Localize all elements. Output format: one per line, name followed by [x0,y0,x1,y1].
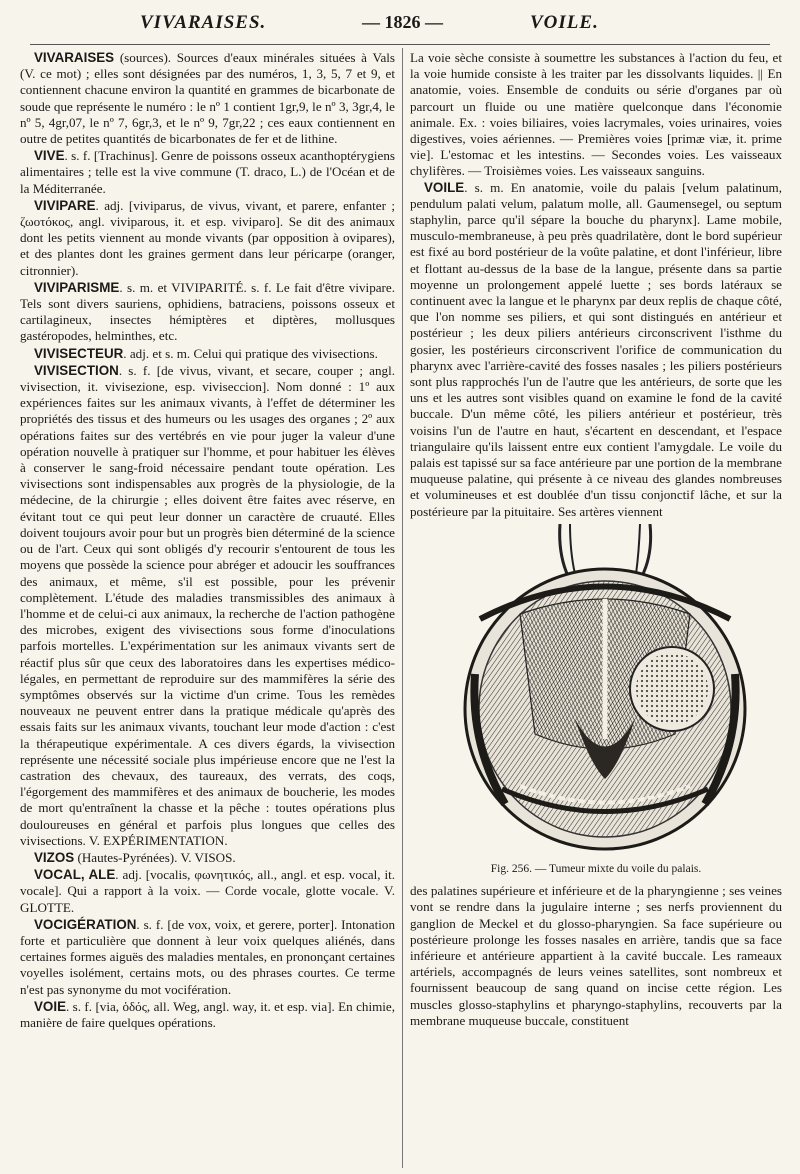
dictionary-entry [20,346,395,362]
dictionary-entry [20,148,395,197]
entry-headword: VOIE [34,998,66,1014]
entry-headword: VOILE [424,179,465,195]
column-divider [402,48,403,1168]
entry-text: . adj. [vocalis, φωνητικός, all., angl. et esp. vocal, it. vocale]. Qui a rapport à la voix. — Corde vocale, glotte vocale. V. GLOTTE. [20,867,396,915]
entry-headword: VIVISECTEUR [34,345,124,361]
continued-paragraph: La voie sèche consiste à soumettre les substances à l'action du feu, et la voie humide consiste à les traiter par les dissolvants liquides. || En anatomie, voies. Ensemble de conduits ou série d'organes par où parcourt un fluide ou une matière quelconque dans l'économie animale. Ex. : voies biliaires, voies lacrymales, voies urinaires, voies digestives, voies aériennes. — Premières voies [primæ viæ, it. prime vie]. L'estomac et les intestins. — Secondes voies. Les vaisseaux chylifères. — Troisièmes voies. Les vaisseaux sanguins. [410,50,782,179]
anatomical-illustration [410,524,782,859]
page-number: — 1826 — [362,12,443,32]
dictionary-entry [410,180,782,520]
entry-text: . s. m. En anatomie, voile du palais [velum palatinum, pendulum palati velum, palatum molle, all. Gaumensegel, ou septum staphylin, parce qu'il sépare la bouche du pharynx]. Lame mobile, musculo-membraneuse, à peu près quadrilatère, dont le bord supérieur est fixé au bord postérieur de la voûte palatine, et dont l'inférieur, libre et flottant au-dessus de la base de la langue, présente dans sa partie moyenne un prolongement appelé luette ; ses bords latéraux se continuent avec la langue et le pharynx par deux replis de chaque côté, que l'on nomme ses piliers, et qui sont distingués en antérieur et postérieur ; les deux piliers antérieurs circonscrivent l'isthme du gosier, les postérieurs circonscrivent l'orifice de communication du pharynx avec l'arrière-cavité des fosses nasales ; les piliers postérieurs sont plus rapprochés l'un de l'autre que les antérieurs, de sorte que les uns et les autres sont visibles quand on examine le fond de la cavité buccale. D'un même côté, les piliers antérieur et postérieur, très voisins l'un de l'autre en haut, s'écartent en descendant, et l'espace triangulaire qu'ils laissent entre eux contient l'amygdale. Le voile du palais est tapissé sur sa face antérieure par une portion de la membrane muqueuse palatine, qui présente à ce niveau des glandes nombreuses et volumineuses et est doublée d'un tissu conjonctif lâche, et sur la postérieure par la pituitaire. Ses artères viennent [410,179,782,519]
figure-caption: Fig. 256. — Tumeur mixte du voile du palais. [490,862,702,875]
page-header [0,8,800,38]
dictionary-entry [20,280,395,345]
entry-headword: VIVE [34,148,65,164]
soft-palate-tumor-engraving [410,524,782,859]
dictionary-entry [20,867,395,916]
continued-paragraph: des palatines supérieure et inférieure et de la pharyngienne ; ses veines vont se rendre dans la jugulaire interne ; ses nerfs proviennent du ganglion de Meckel et du glosso-pharyngien. Sa face supérieure ou postérieure prolonge les fosses nasales en arrière, tandis que sa face inférieure et antérieure appartient à la cavité buccale. Les rameaux artériels, accompagnés de leurs veines satellites, sont nombreux et fournissent beaucoup de sang quand on incise cette région. Les muscles glosso-staphylins et pharyngo-staphylins, recouverts par la membrane muqueuse buccale, constituent [410,883,782,1028]
dictionary-entry [20,850,395,866]
dictionary-entry [20,363,395,849]
entry-text: . s. f. [de vox, voix, et gerere, porter]. Intonation forte et particulière que donnent à leur voix quelques aliénés, dans certaines formes aiguës des maladies mentales, en prononçant certaines voyelles isolément, certains mots, ou des phrases courtes. Ce terme n'est pas synonyme du mot vocifération. [20,916,395,997]
dictionary-entry [20,917,395,998]
entry-headword: VOCIGÉRATION [34,916,137,932]
left-column [20,50,395,1032]
entry-text: . s. f. [Trachinus]. Genre de poissons osseux acanthoptérygiens alimentaires ; telle est la vive commune (T. draco, L.) de l'Océan et de la Méditerranée. [20,148,395,196]
entry-headword: VOCAL, ALE [34,867,116,883]
dictionary-entry [20,999,395,1031]
dictionary-entry [20,198,395,279]
entry-headword: VIVIPARE [34,197,96,213]
entry-text: (sources). Sources d'eaux minérales situées à Vals (V. ce mot) ; elles sont désignées par des numéros, 1, 3, 5, 7 et 9, et contiennent chacune environ la quantité en grammes de bicarbonate de soude que représente le numéro : le nº 1 contient 1gr,9, le nº 3, 3gr,4, le nº 5, 4gr,07, le nº 7, 6gr,3, et le nº 9, 7gr,22 ; ces eaux contiennent en outre de petites quantités de bicarbonates de fer et de lithine. [20,50,395,147]
dictionary-entry [20,50,395,147]
entry-text: . adj. [viviparus, de vivus, vivant, et parere, enfanter ; ζωοτόκος, angl. viviparous, it. et esp. viviparo]. Se dit des animaux dont les petits viennent au monde vivants (par opposition à ovipares), et des plantes dont les graines germent dans leur péricarpe (oranger, citronnier). [20,197,395,278]
entry-headword: VIVISECTION [34,362,119,378]
entry-text: . s. f. [via, ὁδός, all. Weg, angl. way, it. et esp. via]. En chimie, manière de faire quelques opérations. [20,998,395,1030]
entry-headword: VIVARAISES [34,50,115,65]
entry-text: . s. f. [de vivus, vivant, et secare, couper ; angl. vivisection, it. vivisezione, esp. viviseccion]. Nom donné : 1º aux expériences faites sur les animaux vivants, à l'effet de déterminer les propriétés des tissus et des humeurs ou les usages des organes ; 2º aux opérations faites sur des vertébrés en vie pour juger la valeur d'une opération nouvelle à pratiquer sur l'homme, et pour habituer les élèves à conserver le sang-froid nécessaire pendant toute opération. Les vivisections sont indispensables aux progrès de la physiologie, de la médecine, de la chirurgie ; elles doivent être faites avec réserve, en évitant tout ce qui peut leur donner un caractère de cruauté. Elles doivent toujours avoir pour but un progrès bien déterminé de la science ou de l'art. Ceux qui sont obligés d'y recourir s'entourent de tous les moyens que possède la science pour abréger et adoucir les souffrances des animaux, et même, s'il est possible, pour les prévenir complètement. L'étude des maladies transmissibles des animaux à l'homme et de celui-ci aux animaux, la recherche de l'action pathogène des microbes, exigent des vivisections sous forme d'inoculations parfois mortelles. L'expérimentation sur les animaux vivants sert de réactif plus sûr que ceux des laboratoires dans les expertises médico-légales, en permettant de reproduire sur des mammifères la série des symptômes observés sur la victime d'un crime. Tous les remèdes nouveaux ne peuvent entrer dans la pratique médicale qu'après des essais faits sur les animaux vivants, touchant leur mode d'action : c'est la thérapeutique expérimentale. A ces divers égards, la vivisection représente une nécessité sociale plus impérieuse encore que ne l'est la castration des chevaux, des taureaux, des verrats, des coqs, l'égorgement des mammifères et des animaux de boucherie, les modes de mort qu'entraînent la chasse et la pêche : toutes opérations plus douloureuses en général et parfois plus longues que celles des vivisections. V. EXPÉRIMENTATION. [20,362,395,848]
header-rule [30,44,770,45]
running-head-left: VIVARAISES. [140,12,267,33]
entry-text: . adj. et s. m. Celui qui pratique des vivisections. [123,345,378,361]
entry-headword: VIVIPARISME [34,279,120,295]
entry-headword: VIZOS [34,849,75,865]
entry-text: . s. m. et VIVIPARITÉ. s. f. Le fait d'être vivipare. Tels sont divers sauriens, ophidiens, batraciens, poissons osseux et cartilagineux, insectes hémiptères et diptères, mollusques gastéropodes, helminthes, etc. [20,279,395,344]
running-head-right: VOILE. [530,12,599,33]
right-column [410,50,782,1029]
entry-text: (Hautes-Pyrénées). V. VISOS. [74,849,236,865]
